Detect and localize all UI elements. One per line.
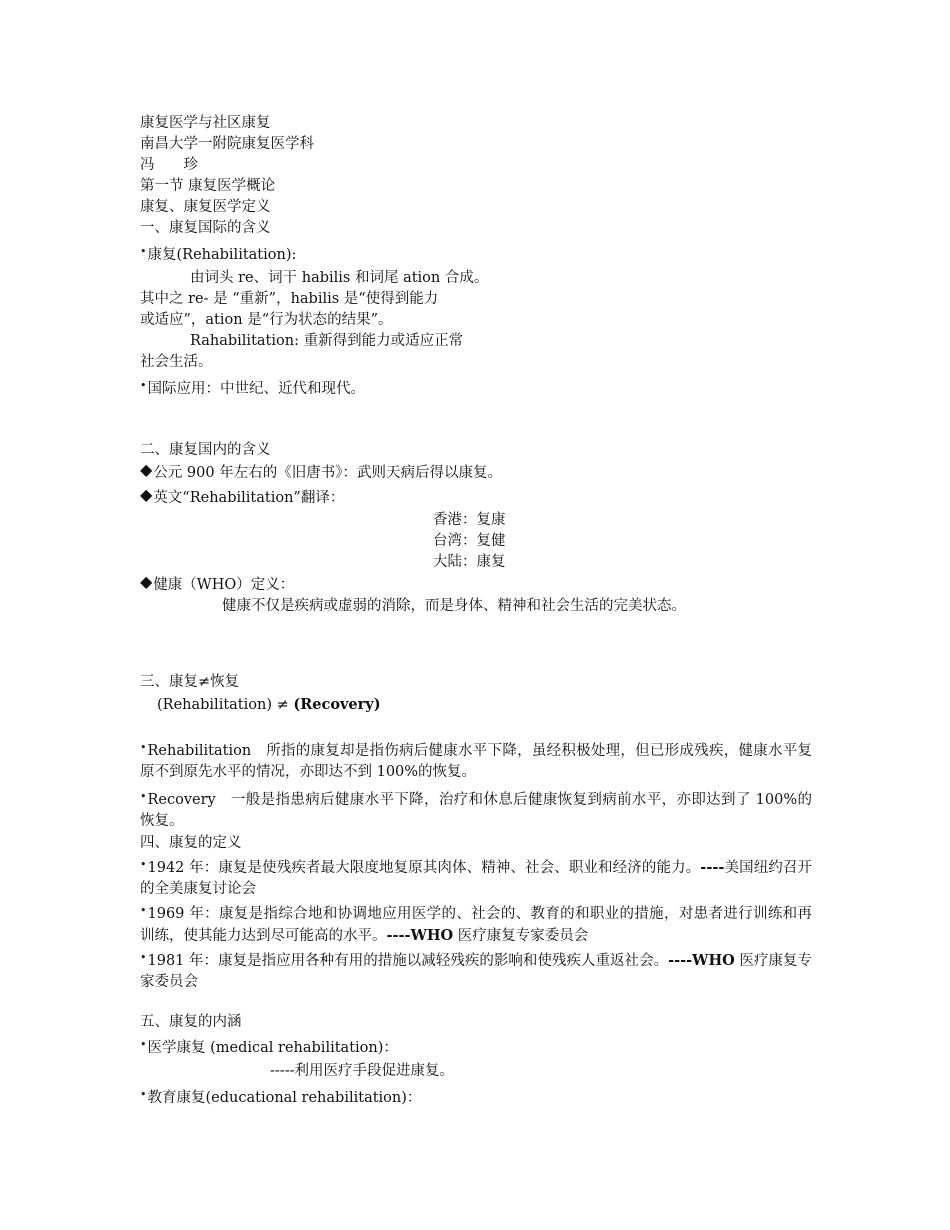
- heading-4: 四、康复的定义: [140, 835, 242, 851]
- who-source-bold: ----WHO: [386, 927, 454, 944]
- dash-separator: ----: [700, 859, 725, 876]
- diamond-icon: ◆: [140, 485, 153, 504]
- bullet-icon: •: [140, 951, 147, 964]
- rehab-etymology: 由词头 re、词干 habilis 和词尾 ation 合成。: [190, 270, 489, 286]
- rehab-meaning-3: Rahabilitation: 重新得到能力或适应正常: [190, 333, 464, 349]
- heading-2: 二、康复国内的含义: [140, 442, 271, 458]
- definition-1942-source: 美国纽约召开的全美康复讨论会: [140, 860, 813, 897]
- rehab-term: (Rehabilitation) ≠: [157, 697, 294, 713]
- educational-rehab: 教育康复(educational rehabilitation)：: [147, 1090, 422, 1106]
- who-source-bold: ----WHO: [668, 952, 735, 969]
- diamond-item: [140, 573, 294, 596]
- bullet-icon: •: [140, 245, 147, 258]
- taiwan-term: 台湾：复健: [433, 533, 506, 549]
- heading-3: 三、康复≠恢复: [140, 674, 240, 690]
- rehab-definition: [140, 741, 812, 783]
- heading-5: 五、康复的内涵: [140, 1014, 242, 1030]
- bullet-icon: •: [140, 904, 147, 917]
- rehab-definition-text: Rehabilitation 所指的康复却是指伤病后健康水平下降，虽经积极处理，但已形成残疾，健康水平复原不到原先水平的情况，亦即达不到 100%的恢复。: [140, 743, 812, 780]
- bullet-item: [140, 1038, 398, 1059]
- diamond-icon: ◆: [140, 460, 153, 479]
- author-name: 冯 珍: [140, 157, 198, 173]
- bullet-icon: •: [140, 741, 147, 754]
- definition-1969-text: 1969 年：康复是指综合地和协调地应用医学的、社会的、教育的和职业的措施，对患者进行训练和再训练，使其能力达到尽可能高的水平。: [140, 906, 812, 944]
- rehab-meaning-1: 其中之 re- 是 “重新”，habilis 是“使得到能力: [140, 291, 439, 307]
- bullet-icon: •: [140, 1088, 147, 1101]
- definition-1942: [140, 857, 812, 900]
- translate-text: 英文“Rehabilitation”翻译：: [153, 490, 345, 506]
- definition-1981: [140, 950, 812, 993]
- who-label: 健康（WHO）定义：: [153, 577, 295, 593]
- recovery-term: (Recovery): [293, 696, 381, 713]
- mainland-term: 大陆：康复: [433, 554, 506, 570]
- recovery-definition-text: Recovery 一般是指患病后健康水平下降，治疗和休息后健康恢复到病前水平，亦即达到了 100%的恢复。: [140, 792, 812, 829]
- definition-1981-source: 医疗康复专家委员会: [140, 953, 812, 990]
- bullet-icon: •: [140, 858, 147, 871]
- bullet-icon: •: [140, 379, 147, 392]
- section-heading: 第一节 康复医学概论: [140, 178, 276, 194]
- bullet-item: [140, 1088, 421, 1109]
- medical-rehab: 医学康复 (medical rehabilitation)：: [147, 1040, 398, 1056]
- heading-3-english: [157, 694, 381, 716]
- hongkong-term: 香港：复康: [433, 512, 506, 528]
- heading-1: 一、康复国际的含义: [140, 220, 271, 236]
- definition-1969-source: 医疗康复专家委员会: [453, 928, 589, 944]
- bullet-item: [140, 379, 365, 400]
- rehab-label: 康复(Rehabilitation):: [147, 247, 297, 263]
- diamond-icon: ◆: [140, 572, 153, 591]
- rehab-meaning-2: 或适应”，ation 是“行为状态的结果”。: [140, 312, 393, 328]
- bullet-icon: •: [140, 790, 147, 803]
- bullet-icon: •: [140, 1038, 147, 1051]
- hospital-name: 南昌大学一附院康复医学科: [140, 136, 314, 152]
- tang-text: 公元 900 年左右的《旧唐书》：武则天病后得以康复。: [153, 465, 502, 481]
- who-definition: 健康不仅是疾病或虚弱的消除，而是身体、精神和社会生活的完美状态。: [222, 598, 686, 614]
- definition-1969: [140, 904, 812, 947]
- rehab-meaning-4: 社会生活。: [140, 354, 213, 370]
- diamond-item: [140, 486, 344, 509]
- definition-1981-text: 1981 年：康复是指应用各种有用的措施以减轻残疾的影响和使残疾人重返社会。: [147, 953, 669, 969]
- medical-rehab-desc: -----利用医疗手段促进康复。: [270, 1063, 454, 1079]
- doc-title: 康复医学与社区康复: [140, 115, 271, 131]
- recovery-definition: [140, 790, 812, 832]
- definition-heading: 康复、康复医学定义: [140, 199, 271, 215]
- bullet-item: [140, 245, 296, 266]
- diamond-item: [140, 461, 502, 484]
- definition-1942-text: 1942 年：康复是使残疾者最大限度地复原其肉体、精神、社会、职业和经济的能力。: [147, 860, 701, 876]
- intl-use: 国际应用：中世纪、近代和现代。: [147, 381, 365, 397]
